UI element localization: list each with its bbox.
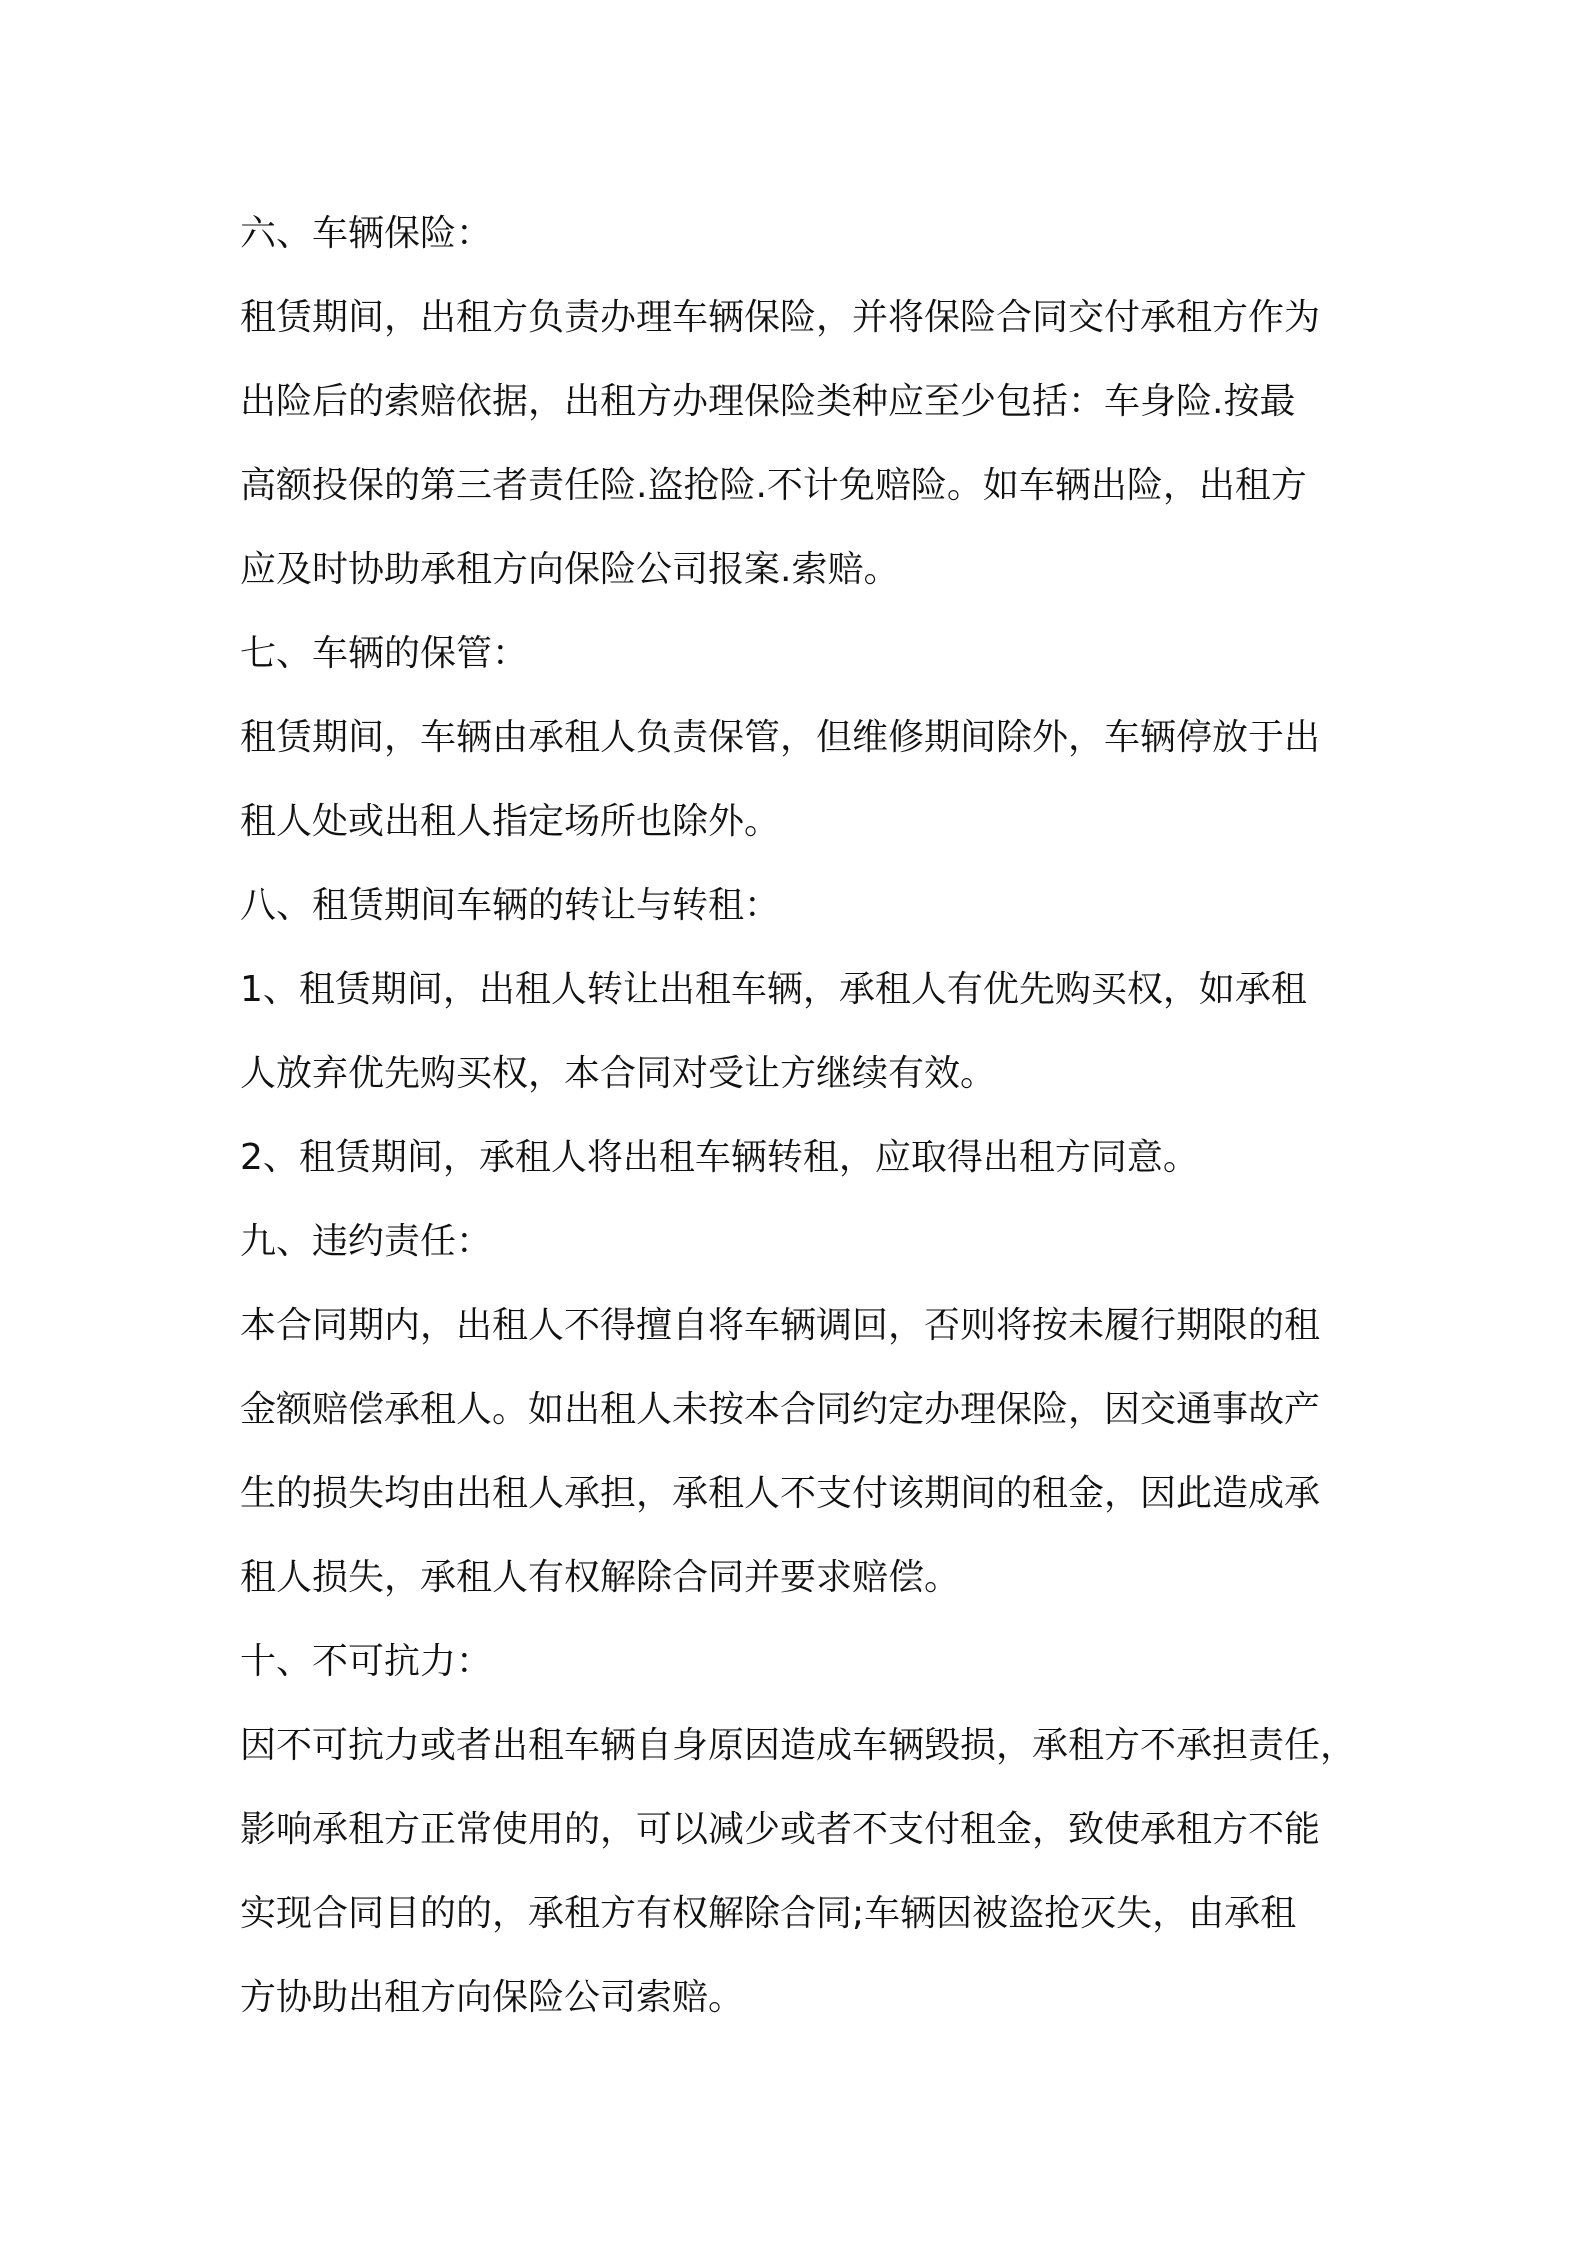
paragraph-line: 租赁期间，出租方负责办理车辆保险，并将保险合同交付承租方作为 <box>240 297 1321 338</box>
paragraph-line: 实现合同目的的，承租方有权解除合同;车辆因被盗抢灭失，由承租 <box>240 1893 1297 1934</box>
paragraph-line: 应及时协助承租方向保险公司报案.索赔。 <box>240 549 900 590</box>
paragraph-line: 租人处或出租人指定场所也除外。 <box>240 801 781 842</box>
paragraph-line: 影响承租方正常使用的，可以减少或者不支付租金，致使承租方不能 <box>240 1809 1321 1850</box>
section-heading-transfer: 八、租赁期间车辆的转让与转租： <box>240 885 781 926</box>
paragraph-line: 1、租赁期间，出租人转让出租车辆，承租人有优先购买权，如承租 <box>240 969 1307 1010</box>
paragraph-line: 金额赔偿承租人。如出租人未按本合同约定办理保险，因交通事故产 <box>240 1389 1321 1430</box>
paragraph-line: 2、租赁期间，承租人将出租车辆转租，应取得出租方同意。 <box>240 1137 1199 1178</box>
paragraph-line: 出险后的索赔依据，出租方办理保险类种应至少包括：车身险.按最 <box>240 381 1296 422</box>
section-heading-force-majeure: 十、不可抗力： <box>240 1641 493 1682</box>
paragraph-line: 生的损失均由出租人承担，承租人不支付该期间的租金，因此造成承 <box>240 1473 1321 1514</box>
paragraph-line: 方协助出租方向保险公司索赔。 <box>240 1977 745 2018</box>
paragraph-line: 人放弃优先购买权，本合同对受让方继续有效。 <box>240 1053 997 1094</box>
section-heading-liability: 九、违约责任： <box>240 1221 493 1262</box>
section-heading-custody: 七、车辆的保管： <box>240 633 529 674</box>
paragraph-line: 高额投保的第三者责任险.盗抢险.不计免赔险。如车辆出险，出租方 <box>240 465 1307 506</box>
paragraph-line: 本合同期内，出租人不得擅自将车辆调回，否则将按未履行期限的租 <box>240 1305 1321 1346</box>
document-body <box>240 192 1360 2040</box>
section-heading-insurance: 六、车辆保险： <box>240 213 493 254</box>
paragraph-line: 租赁期间，车辆由承租人负责保管，但维修期间除外，车辆停放于出 <box>240 717 1321 758</box>
paragraph-line: 因不可抗力或者出租车辆自身原因造成车辆毁损，承租方不承担责任， <box>240 1725 1357 1766</box>
paragraph-line: 租人损失，承租人有权解除合同并要求赔偿。 <box>240 1557 961 1598</box>
